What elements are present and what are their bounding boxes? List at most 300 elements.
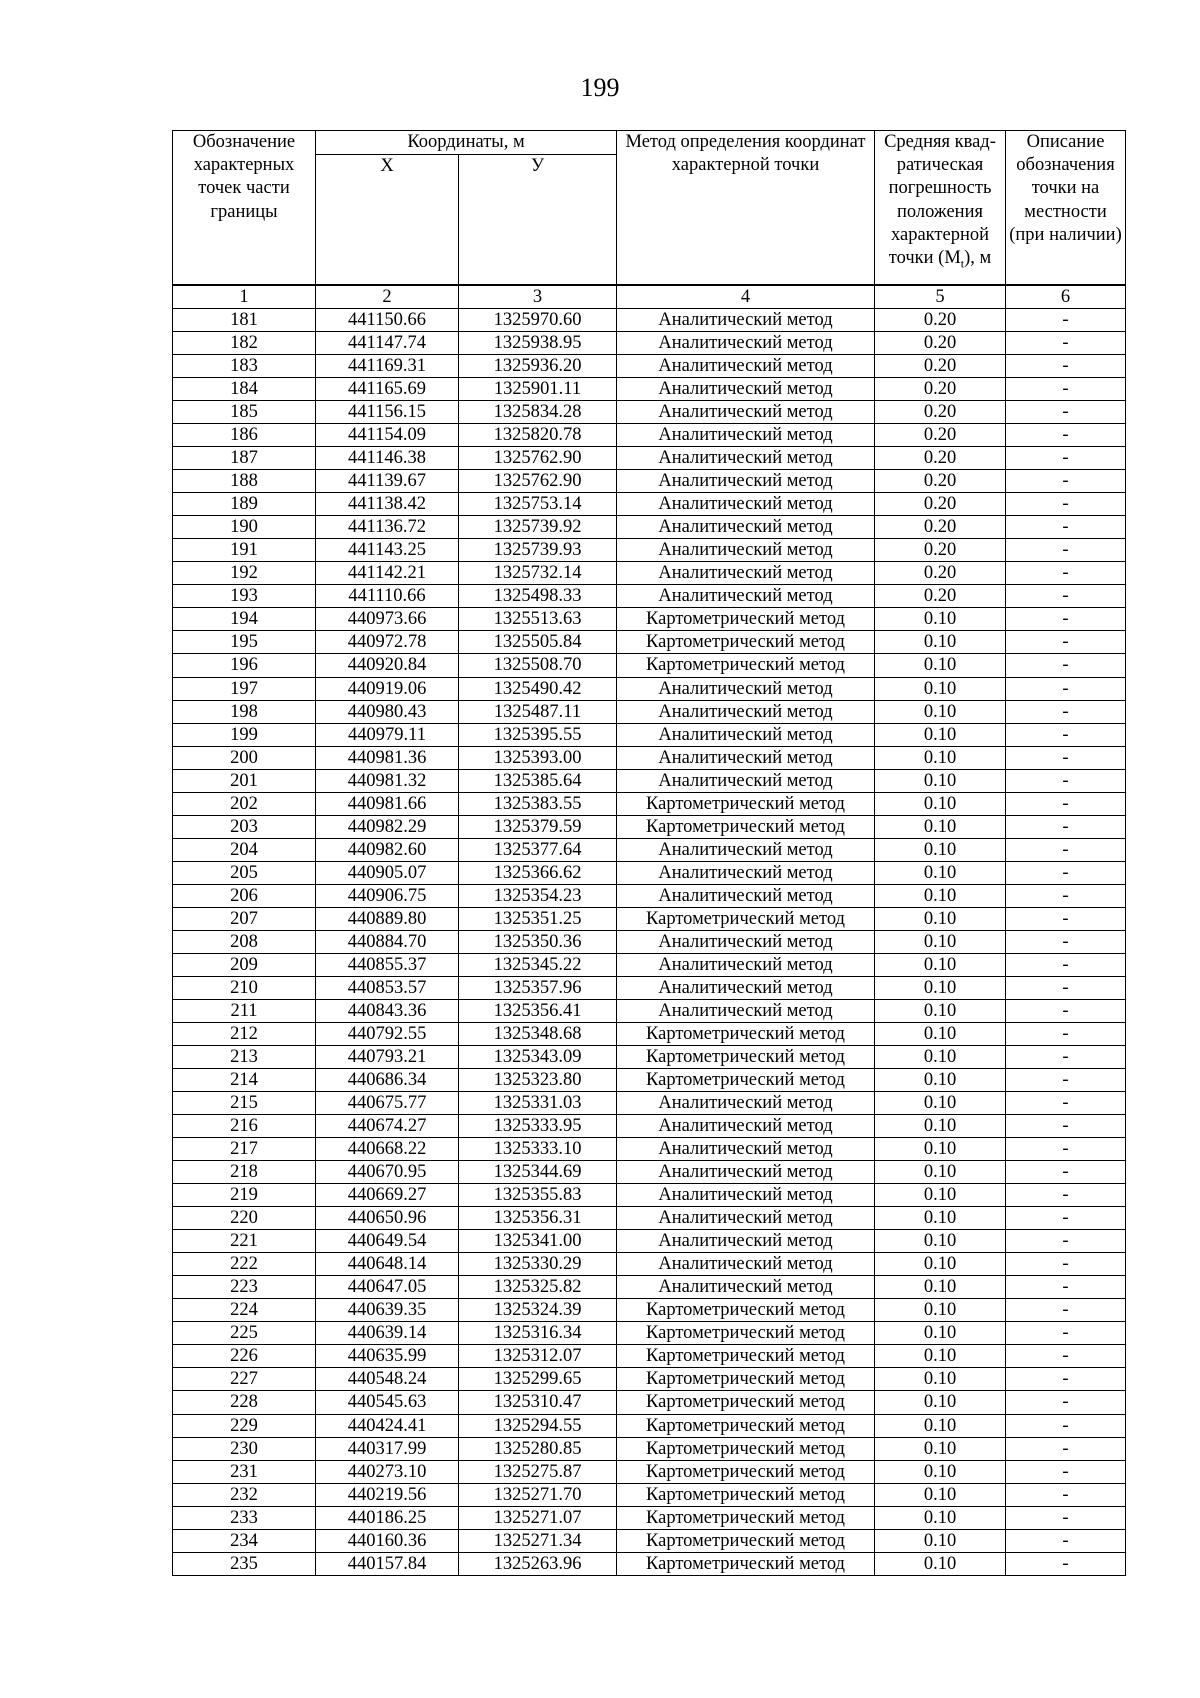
header-x: Х xyxy=(316,155,459,285)
method-cell: Картометрический метод xyxy=(617,631,875,654)
method-cell: Картометрический метод xyxy=(617,1460,875,1483)
error-cell: 0.10 xyxy=(875,1184,1006,1207)
method-cell: Аналитический метод xyxy=(617,378,875,401)
description-cell: - xyxy=(1006,309,1126,332)
table-row xyxy=(173,1207,1126,1230)
method-cell: Аналитический метод xyxy=(617,1230,875,1253)
y-coordinate-cell: 1325344.69 xyxy=(459,1161,617,1184)
description-cell: - xyxy=(1006,1368,1126,1391)
y-coordinate-cell: 1325280.85 xyxy=(459,1437,617,1460)
column-number-row xyxy=(173,285,1126,309)
y-coordinate-cell: 1325343.09 xyxy=(459,1046,617,1069)
method-cell: Картометрический метод xyxy=(617,1368,875,1391)
x-coordinate-cell: 440545.63 xyxy=(316,1391,459,1414)
table-row xyxy=(173,1391,1126,1414)
y-coordinate-cell: 1325395.55 xyxy=(459,723,617,746)
point-id-cell: 190 xyxy=(173,516,316,539)
description-cell: - xyxy=(1006,1345,1126,1368)
y-coordinate-cell: 1325324.39 xyxy=(459,1299,617,1322)
table-row xyxy=(173,1368,1126,1391)
table-row xyxy=(173,1253,1126,1276)
description-cell: - xyxy=(1006,1230,1126,1253)
point-id-cell: 199 xyxy=(173,723,316,746)
description-cell: - xyxy=(1006,608,1126,631)
column-number-cell: 4 xyxy=(617,285,875,309)
method-cell: Картометрический метод xyxy=(617,1022,875,1045)
description-cell: - xyxy=(1006,815,1126,838)
method-cell: Аналитический метод xyxy=(617,884,875,907)
y-coordinate-cell: 1325331.03 xyxy=(459,1092,617,1115)
method-cell: Аналитический метод xyxy=(617,953,875,976)
y-coordinate-cell: 1325739.92 xyxy=(459,516,617,539)
y-coordinate-cell: 1325505.84 xyxy=(459,631,617,654)
error-cell: 0.10 xyxy=(875,976,1006,999)
error-cell: 0.10 xyxy=(875,1437,1006,1460)
x-coordinate-cell: 440686.34 xyxy=(316,1069,459,1092)
error-cell: 0.10 xyxy=(875,1115,1006,1138)
description-cell: - xyxy=(1006,769,1126,792)
x-coordinate-cell: 440668.22 xyxy=(316,1138,459,1161)
y-coordinate-cell: 1325325.82 xyxy=(459,1276,617,1299)
y-coordinate-cell: 1325355.83 xyxy=(459,1184,617,1207)
y-coordinate-cell: 1325356.41 xyxy=(459,999,617,1022)
point-id-cell: 217 xyxy=(173,1138,316,1161)
x-coordinate-cell: 440649.54 xyxy=(316,1230,459,1253)
y-coordinate-cell: 1325275.87 xyxy=(459,1460,617,1483)
header-coordinates: Координаты, м xyxy=(316,131,617,155)
x-coordinate-cell: 440981.66 xyxy=(316,792,459,815)
description-cell: - xyxy=(1006,1299,1126,1322)
point-id-cell: 235 xyxy=(173,1552,316,1575)
point-id-cell: 181 xyxy=(173,309,316,332)
error-cell: 0.10 xyxy=(875,838,1006,861)
x-coordinate-cell: 441139.67 xyxy=(316,470,459,493)
method-cell: Аналитический метод xyxy=(617,355,875,378)
point-id-cell: 213 xyxy=(173,1046,316,1069)
error-cell: 0.10 xyxy=(875,1483,1006,1506)
x-coordinate-cell: 440855.37 xyxy=(316,953,459,976)
x-coordinate-cell: 440548.24 xyxy=(316,1368,459,1391)
y-coordinate-cell: 1325936.20 xyxy=(459,355,617,378)
x-coordinate-cell: 441147.74 xyxy=(316,332,459,355)
x-coordinate-cell: 441165.69 xyxy=(316,378,459,401)
method-cell: Картометрический метод xyxy=(617,1345,875,1368)
error-cell: 0.20 xyxy=(875,378,1006,401)
description-cell: - xyxy=(1006,1046,1126,1069)
x-coordinate-cell: 440639.35 xyxy=(316,1299,459,1322)
header-method: Метод определения координат характерной точки xyxy=(617,131,875,286)
y-coordinate-cell: 1325316.34 xyxy=(459,1322,617,1345)
table-row xyxy=(173,1276,1126,1299)
error-cell: 0.10 xyxy=(875,907,1006,930)
y-coordinate-cell: 1325271.34 xyxy=(459,1529,617,1552)
error-cell: 0.20 xyxy=(875,493,1006,516)
method-cell: Картометрический метод xyxy=(617,1437,875,1460)
y-coordinate-cell: 1325383.55 xyxy=(459,792,617,815)
description-cell: - xyxy=(1006,1276,1126,1299)
error-cell: 0.20 xyxy=(875,355,1006,378)
description-cell: - xyxy=(1006,746,1126,769)
error-cell: 0.10 xyxy=(875,884,1006,907)
method-cell: Картометрический метод xyxy=(617,1299,875,1322)
table-row xyxy=(173,539,1126,562)
point-id-cell: 224 xyxy=(173,1299,316,1322)
method-cell: Картометрический метод xyxy=(617,1391,875,1414)
x-coordinate-cell: 440843.36 xyxy=(316,999,459,1022)
table-row xyxy=(173,1460,1126,1483)
method-cell: Картометрический метод xyxy=(617,1483,875,1506)
table-row xyxy=(173,585,1126,608)
description-cell: - xyxy=(1006,1552,1126,1575)
page-number: 199 xyxy=(580,73,620,102)
table-row xyxy=(173,332,1126,355)
error-cell: 0.10 xyxy=(875,1276,1006,1299)
description-cell: - xyxy=(1006,424,1126,447)
error-cell: 0.10 xyxy=(875,654,1006,677)
point-id-cell: 210 xyxy=(173,976,316,999)
description-cell: - xyxy=(1006,1253,1126,1276)
table-row xyxy=(173,1529,1126,1552)
y-coordinate-cell: 1325487.11 xyxy=(459,700,617,723)
description-cell: - xyxy=(1006,539,1126,562)
x-coordinate-cell: 440972.78 xyxy=(316,631,459,654)
description-cell: - xyxy=(1006,1161,1126,1184)
y-coordinate-cell: 1325739.93 xyxy=(459,539,617,562)
description-cell: - xyxy=(1006,332,1126,355)
method-cell: Аналитический метод xyxy=(617,700,875,723)
table-row xyxy=(173,447,1126,470)
y-coordinate-cell: 1325323.80 xyxy=(459,1069,617,1092)
point-id-cell: 202 xyxy=(173,792,316,815)
point-id-cell: 230 xyxy=(173,1437,316,1460)
point-id-cell: 229 xyxy=(173,1414,316,1437)
error-cell: 0.10 xyxy=(875,677,1006,700)
method-cell: Картометрический метод xyxy=(617,1322,875,1345)
x-coordinate-cell: 440793.21 xyxy=(316,1046,459,1069)
error-cell: 0.10 xyxy=(875,608,1006,631)
y-coordinate-cell: 1325333.10 xyxy=(459,1138,617,1161)
table-row xyxy=(173,378,1126,401)
description-cell: - xyxy=(1006,1506,1126,1529)
table-row xyxy=(173,608,1126,631)
x-coordinate-cell: 440674.27 xyxy=(316,1115,459,1138)
table-row xyxy=(173,1483,1126,1506)
x-coordinate-cell: 441143.25 xyxy=(316,539,459,562)
method-cell: Аналитический метод xyxy=(617,861,875,884)
table-row xyxy=(173,1552,1126,1575)
column-number-cell: 6 xyxy=(1006,285,1126,309)
error-cell: 0.10 xyxy=(875,1391,1006,1414)
error-cell: 0.10 xyxy=(875,1414,1006,1437)
point-id-cell: 189 xyxy=(173,493,316,516)
table-row xyxy=(173,792,1126,815)
error-cell: 0.20 xyxy=(875,539,1006,562)
y-coordinate-cell: 1325333.95 xyxy=(459,1115,617,1138)
table-row xyxy=(173,309,1126,332)
x-coordinate-cell: 440219.56 xyxy=(316,1483,459,1506)
method-cell: Картометрический метод xyxy=(617,1414,875,1437)
description-cell: - xyxy=(1006,1022,1126,1045)
x-coordinate-cell: 440639.14 xyxy=(316,1322,459,1345)
method-cell: Аналитический метод xyxy=(617,677,875,700)
method-cell: Картометрический метод xyxy=(617,1506,875,1529)
x-coordinate-cell: 440160.36 xyxy=(316,1529,459,1552)
x-coordinate-cell: 440979.11 xyxy=(316,723,459,746)
description-cell: - xyxy=(1006,562,1126,585)
method-cell: Аналитический метод xyxy=(617,1138,875,1161)
table-row xyxy=(173,953,1126,976)
description-cell: - xyxy=(1006,516,1126,539)
error-cell: 0.10 xyxy=(875,1230,1006,1253)
description-cell: - xyxy=(1006,1391,1126,1414)
table-row xyxy=(173,976,1126,999)
table-row xyxy=(173,631,1126,654)
y-coordinate-cell: 1325366.62 xyxy=(459,861,617,884)
method-cell: Картометрический метод xyxy=(617,792,875,815)
table-row xyxy=(173,838,1126,861)
y-coordinate-cell: 1325820.78 xyxy=(459,424,617,447)
method-cell: Аналитический метод xyxy=(617,723,875,746)
y-coordinate-cell: 1325762.90 xyxy=(459,470,617,493)
error-cell: 0.10 xyxy=(875,1368,1006,1391)
point-id-cell: 203 xyxy=(173,815,316,838)
y-coordinate-cell: 1325354.23 xyxy=(459,884,617,907)
point-id-cell: 218 xyxy=(173,1161,316,1184)
table-row xyxy=(173,930,1126,953)
error-cell: 0.20 xyxy=(875,447,1006,470)
point-id-cell: 192 xyxy=(173,562,316,585)
method-cell: Картометрический метод xyxy=(617,907,875,930)
table-row xyxy=(173,1437,1126,1460)
error-cell: 0.10 xyxy=(875,930,1006,953)
error-cell: 0.10 xyxy=(875,1460,1006,1483)
error-cell: 0.20 xyxy=(875,470,1006,493)
method-cell: Аналитический метод xyxy=(617,1276,875,1299)
y-coordinate-cell: 1325356.31 xyxy=(459,1207,617,1230)
error-cell: 0.10 xyxy=(875,953,1006,976)
x-coordinate-cell: 441150.66 xyxy=(316,309,459,332)
table-row xyxy=(173,769,1126,792)
point-id-cell: 215 xyxy=(173,1092,316,1115)
point-id-cell: 234 xyxy=(173,1529,316,1552)
error-cell: 0.10 xyxy=(875,861,1006,884)
description-cell: - xyxy=(1006,723,1126,746)
description-cell: - xyxy=(1006,861,1126,884)
y-coordinate-cell: 1325341.00 xyxy=(459,1230,617,1253)
header-error-unit: ), м xyxy=(964,248,992,269)
point-id-cell: 228 xyxy=(173,1391,316,1414)
description-cell: - xyxy=(1006,1322,1126,1345)
y-coordinate-cell: 1325490.42 xyxy=(459,677,617,700)
method-cell: Аналитический метод xyxy=(617,976,875,999)
y-coordinate-cell: 1325508.70 xyxy=(459,654,617,677)
x-coordinate-cell: 440905.07 xyxy=(316,861,459,884)
error-cell: 0.10 xyxy=(875,1253,1006,1276)
method-cell: Аналитический метод xyxy=(617,539,875,562)
x-coordinate-cell: 441156.15 xyxy=(316,401,459,424)
table-row xyxy=(173,516,1126,539)
header-mean-square-error xyxy=(875,131,1006,286)
y-coordinate-cell: 1325348.68 xyxy=(459,1022,617,1045)
y-coordinate-cell: 1325901.11 xyxy=(459,378,617,401)
table-body xyxy=(173,309,1126,1576)
x-coordinate-cell: 440792.55 xyxy=(316,1022,459,1045)
x-coordinate-cell: 440973.66 xyxy=(316,608,459,631)
point-id-cell: 204 xyxy=(173,838,316,861)
header-error-subscript: t xyxy=(960,256,965,271)
error-cell: 0.10 xyxy=(875,815,1006,838)
error-cell: 0.10 xyxy=(875,769,1006,792)
error-cell: 0.20 xyxy=(875,332,1006,355)
table-row xyxy=(173,677,1126,700)
x-coordinate-cell: 441110.66 xyxy=(316,585,459,608)
table-row xyxy=(173,861,1126,884)
y-coordinate-cell: 1325732.14 xyxy=(459,562,617,585)
y-coordinate-cell: 1325345.22 xyxy=(459,953,617,976)
error-cell: 0.20 xyxy=(875,401,1006,424)
method-cell: Картометрический метод xyxy=(617,654,875,677)
x-coordinate-cell: 440157.84 xyxy=(316,1552,459,1575)
y-coordinate-cell: 1325379.59 xyxy=(459,815,617,838)
point-id-cell: 194 xyxy=(173,608,316,631)
table-row xyxy=(173,1069,1126,1092)
point-id-cell: 188 xyxy=(173,470,316,493)
error-cell: 0.10 xyxy=(875,1069,1006,1092)
y-coordinate-cell: 1325753.14 xyxy=(459,493,617,516)
point-id-cell: 187 xyxy=(173,447,316,470)
y-coordinate-cell: 1325513.63 xyxy=(459,608,617,631)
method-cell: Картометрический метод xyxy=(617,1552,875,1575)
point-id-cell: 182 xyxy=(173,332,316,355)
description-cell: - xyxy=(1006,1207,1126,1230)
table-row xyxy=(173,1184,1126,1207)
x-coordinate-cell: 440982.60 xyxy=(316,838,459,861)
point-id-cell: 226 xyxy=(173,1345,316,1368)
error-cell: 0.10 xyxy=(875,999,1006,1022)
column-number-cell: 1 xyxy=(173,285,316,309)
y-coordinate-cell: 1325310.47 xyxy=(459,1391,617,1414)
description-cell: - xyxy=(1006,401,1126,424)
table-row xyxy=(173,1506,1126,1529)
error-cell: 0.10 xyxy=(875,700,1006,723)
point-id-cell: 223 xyxy=(173,1276,316,1299)
point-id-cell: 185 xyxy=(173,401,316,424)
y-coordinate-cell: 1325294.55 xyxy=(459,1414,617,1437)
description-cell: - xyxy=(1006,1529,1126,1552)
table-row xyxy=(173,654,1126,677)
x-coordinate-cell: 441169.31 xyxy=(316,355,459,378)
method-cell: Аналитический метод xyxy=(617,401,875,424)
x-coordinate-cell: 441136.72 xyxy=(316,516,459,539)
column-number-cell: 5 xyxy=(875,285,1006,309)
description-cell: - xyxy=(1006,493,1126,516)
method-cell: Картометрический метод xyxy=(617,608,875,631)
point-id-cell: 227 xyxy=(173,1368,316,1391)
point-id-cell: 233 xyxy=(173,1506,316,1529)
description-cell: - xyxy=(1006,378,1126,401)
y-coordinate-cell: 1325377.64 xyxy=(459,838,617,861)
table-row xyxy=(173,700,1126,723)
error-cell: 0.10 xyxy=(875,631,1006,654)
description-cell: - xyxy=(1006,470,1126,493)
method-cell: Аналитический метод xyxy=(617,562,875,585)
method-cell: Аналитический метод xyxy=(617,1092,875,1115)
method-cell: Аналитический метод xyxy=(617,999,875,1022)
y-coordinate-cell: 1325330.29 xyxy=(459,1253,617,1276)
boundary-points-table xyxy=(172,130,1126,1576)
point-id-cell: 231 xyxy=(173,1460,316,1483)
method-cell: Картометрический метод xyxy=(617,815,875,838)
description-cell: - xyxy=(1006,355,1126,378)
point-id-cell: 211 xyxy=(173,999,316,1022)
method-cell: Аналитический метод xyxy=(617,1115,875,1138)
description-cell: - xyxy=(1006,654,1126,677)
method-cell: Аналитический метод xyxy=(617,332,875,355)
error-cell: 0.10 xyxy=(875,1022,1006,1045)
error-cell: 0.10 xyxy=(875,792,1006,815)
point-id-cell: 200 xyxy=(173,746,316,769)
x-coordinate-cell: 441146.38 xyxy=(316,447,459,470)
error-cell: 0.20 xyxy=(875,516,1006,539)
error-cell: 0.10 xyxy=(875,1345,1006,1368)
x-coordinate-cell: 440853.57 xyxy=(316,976,459,999)
point-id-cell: 225 xyxy=(173,1322,316,1345)
method-cell: Картометрический метод xyxy=(617,1069,875,1092)
method-cell: Аналитический метод xyxy=(617,1184,875,1207)
description-cell: - xyxy=(1006,1437,1126,1460)
x-coordinate-cell: 440635.99 xyxy=(316,1345,459,1368)
point-id-cell: 208 xyxy=(173,930,316,953)
x-coordinate-cell: 440670.95 xyxy=(316,1161,459,1184)
method-cell: Аналитический метод xyxy=(617,309,875,332)
description-cell: - xyxy=(1006,1414,1126,1437)
description-cell: - xyxy=(1006,1069,1126,1092)
x-coordinate-cell: 440889.80 xyxy=(316,907,459,930)
description-cell: - xyxy=(1006,1138,1126,1161)
y-coordinate-cell: 1325938.95 xyxy=(459,332,617,355)
y-coordinate-cell: 1325357.96 xyxy=(459,976,617,999)
point-id-cell: 216 xyxy=(173,1115,316,1138)
y-coordinate-cell: 1325312.07 xyxy=(459,1345,617,1368)
point-id-cell: 212 xyxy=(173,1022,316,1045)
error-cell: 0.10 xyxy=(875,1529,1006,1552)
x-coordinate-cell: 440982.29 xyxy=(316,815,459,838)
header-error-text: Средняя квадратическая погрешность положения характерной точки (M xyxy=(884,132,996,269)
point-id-cell: 220 xyxy=(173,1207,316,1230)
point-id-cell: 206 xyxy=(173,884,316,907)
table-row xyxy=(173,1046,1126,1069)
table-row xyxy=(173,723,1126,746)
x-coordinate-cell: 440981.36 xyxy=(316,746,459,769)
x-coordinate-cell: 441142.21 xyxy=(316,562,459,585)
table-row xyxy=(173,815,1126,838)
x-coordinate-cell: 441138.42 xyxy=(316,493,459,516)
method-cell: Аналитический метод xyxy=(617,1207,875,1230)
table-row xyxy=(173,562,1126,585)
table-row xyxy=(173,470,1126,493)
x-coordinate-cell: 440980.43 xyxy=(316,700,459,723)
point-id-cell: 222 xyxy=(173,1253,316,1276)
table-row xyxy=(173,1299,1126,1322)
point-id-cell: 184 xyxy=(173,378,316,401)
x-coordinate-cell: 440981.32 xyxy=(316,769,459,792)
table-row xyxy=(173,493,1126,516)
x-coordinate-cell: 441154.09 xyxy=(316,424,459,447)
method-cell: Аналитический метод xyxy=(617,447,875,470)
y-coordinate-cell: 1325351.25 xyxy=(459,907,617,930)
x-coordinate-cell: 440424.41 xyxy=(316,1414,459,1437)
error-cell: 0.10 xyxy=(875,1552,1006,1575)
